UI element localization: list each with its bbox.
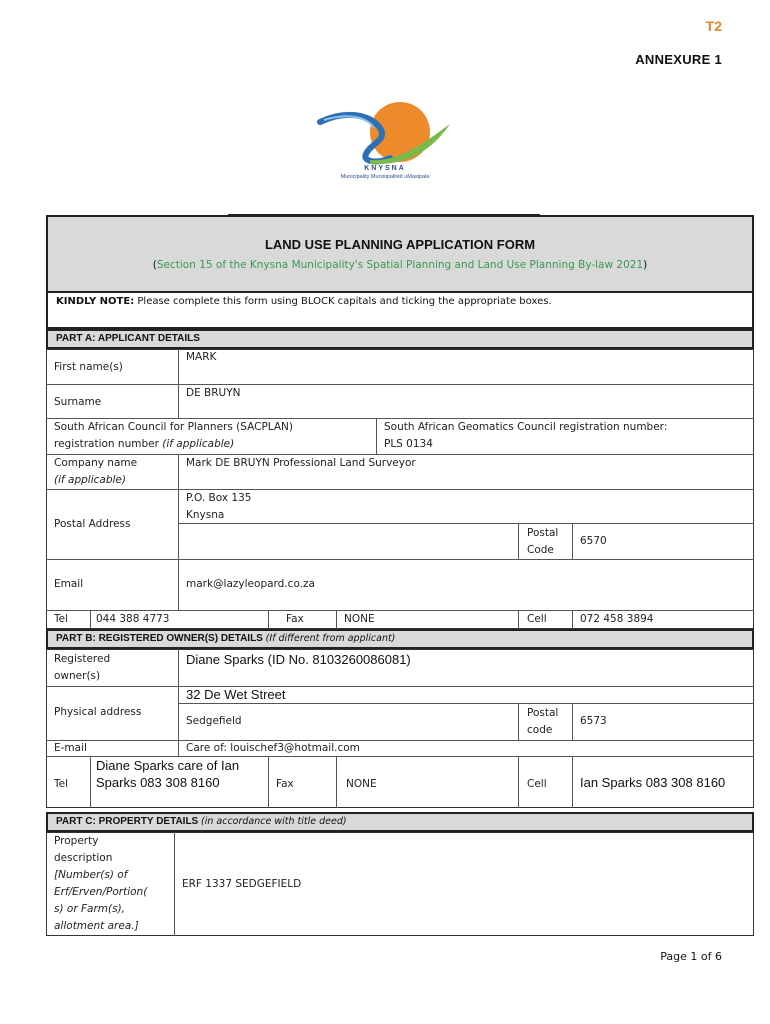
physical-line1[interactable]: 32 De Wet Street — [186, 687, 286, 702]
physical-line2[interactable]: Sedgefield — [186, 715, 242, 727]
owner-cell-label: Cell — [527, 778, 547, 790]
owner-value[interactable]: Diane Sparks (ID No. 8103260086081) — [186, 652, 411, 667]
page-number: Page 1 of 6 — [660, 950, 722, 963]
company-label-note: (if applicable) — [54, 474, 126, 486]
postal-address-label: Postal Address — [54, 518, 131, 530]
property-desc-label-1: Property — [54, 835, 99, 847]
fax-value[interactable]: NONE — [344, 613, 375, 625]
postal-line1[interactable]: P.O. Box 135 — [186, 492, 252, 504]
sagc-value[interactable]: PLS 0134 — [384, 438, 433, 450]
owner-email-label: E-mail — [54, 742, 87, 754]
cell-label: Cell — [527, 613, 547, 625]
owner-tel-line1[interactable]: Diane Sparks care of Ian — [96, 758, 240, 773]
form-subtitle-text: Section 15 of the Knysna Municipality's Spatial Planning and Land Use Planning By-law 2021 — [156, 259, 644, 271]
owner-label-1: Registered — [54, 653, 111, 665]
owner-postal-code-label-1: Postal — [527, 707, 559, 719]
form-title-box — [46, 215, 754, 293]
part-c-heading: PART C: PROPERTY DETAILS (in accordance with title deed) — [46, 812, 754, 832]
property-desc-label-5: s) or Farm(s), — [54, 903, 126, 915]
first-name-label: First name(s) — [54, 361, 123, 373]
logo-tagline: Municipality Munisipaliteit uMasipala — [340, 174, 430, 180]
kindly-note: KINDLY NOTE: Please complete this form using BLOCK capitals and ticking the appropriate boxes. — [56, 296, 552, 307]
sagc-label: South African Geomatics Council registration number: — [384, 421, 668, 433]
document-code: T2 — [705, 18, 722, 34]
postal-code-label-2: Code — [527, 544, 554, 556]
tel-label: Tel — [54, 613, 69, 625]
postal-code-label-1: Postal — [527, 527, 559, 539]
owner-fax-label: Fax — [276, 778, 294, 790]
first-name-value[interactable]: MARK — [186, 351, 217, 363]
sacplan-label-line2: registration number (if applicable) — [54, 438, 235, 450]
property-desc-label-6: allotment area.] — [54, 920, 139, 932]
form-subtitle: (Section 15 of the Knysna Municipality's Spatial Planning and Land Use Planning By-law 2021) — [152, 259, 648, 271]
part-a-heading: PART A: APPLICANT DETAILS — [46, 329, 754, 349]
owner-cell-value[interactable]: Ian Sparks 083 308 8160 — [580, 775, 726, 790]
surname-value[interactable]: DE BRUYN — [186, 387, 241, 399]
email-value[interactable]: mark@lazyleopard.co.za — [186, 578, 315, 590]
owner-fax-value[interactable]: NONE — [346, 778, 377, 790]
part-c-table — [46, 832, 754, 936]
property-desc-label-4: Erf/Erven/Portion( — [54, 886, 148, 898]
annexure-label: ANNEXURE 1 — [635, 52, 722, 67]
part-b-heading: PART B: REGISTERED OWNER(S) DETAILS (If different from applicant) — [46, 629, 754, 649]
owner-postal-code-label-2: code — [527, 724, 553, 736]
tel-value[interactable]: 044 388 4773 — [96, 613, 170, 625]
owner-tel-line2[interactable]: Sparks 083 308 8160 — [96, 775, 220, 790]
property-desc-label-3: [Number(s) of — [54, 869, 128, 881]
company-label: Company name — [54, 457, 138, 469]
logo-name: KNYSNA — [364, 165, 406, 172]
physical-address-label: Physical address — [54, 706, 142, 718]
postal-code-value[interactable]: 6570 — [580, 535, 607, 547]
company-value[interactable]: Mark DE BRUYN Professional Land Surveyor — [186, 457, 416, 469]
surname-label: Surname — [54, 396, 102, 408]
property-desc-label-2: description — [54, 852, 113, 864]
owner-postal-code-value[interactable]: 6573 — [580, 715, 607, 727]
email-label: Email — [54, 578, 84, 590]
owner-tel-label: Tel — [54, 778, 69, 790]
cell-value[interactable]: 072 458 3894 — [580, 613, 654, 625]
owner-label-2: owner(s) — [54, 670, 101, 682]
property-desc-value[interactable]: ERF 1337 SEDGEFIELD — [182, 878, 302, 890]
form-title: LAND USE PLANNING APPLICATION FORM — [264, 237, 536, 252]
postal-line2[interactable]: Knysna — [186, 509, 225, 521]
owner-email-value[interactable]: Care of: louischef3@hotmail.com — [186, 742, 360, 754]
sacplan-label-line1: South African Council for Planners (SACPLAN) — [54, 421, 293, 433]
fax-label: Fax — [286, 613, 304, 625]
